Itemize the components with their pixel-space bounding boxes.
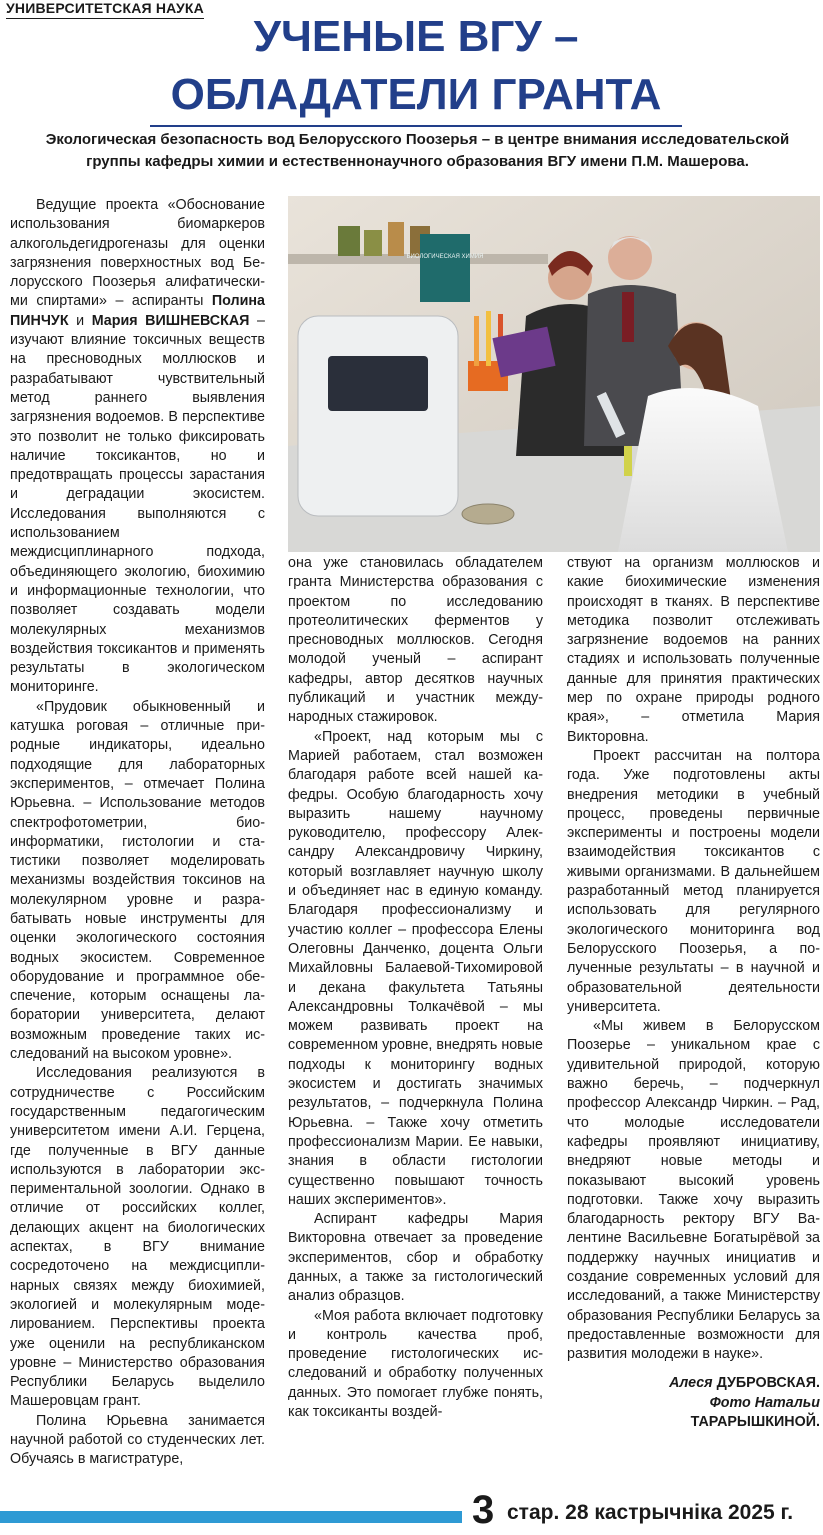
issue-date: [507, 1500, 793, 1526]
tie: [622, 292, 634, 342]
page-label: стар.: [507, 1501, 560, 1524]
paragraph: она уже становилась обладателем гранта Министерства образования с проектом по исследованию протеолитических ферментов у пресноводных моллюсков. Сегодня молодой ученый – аспирант кафедры, автор десятков научных публикаций и участник международных стажировок.: [288, 555, 543, 726]
paragraph: Аспирант кафедры Мария Викторовна отвечает за проведение экспериментов, сбор и обработку данных, а также за гистологический анализ образцов.: [288, 1211, 543, 1305]
paragraph: ствуют на организм моллюсков и какие биохимические изменения происходят в тканях. В перспективе методика позволит отслеживать загрязнение водоемов на ранних стадиях и использовать полученные данные для принятия практических мер по охране природы родного края», – отметила Мария Викторовна.: [567, 555, 820, 745]
author-last-name: ДУБРОВСКАЯ.: [716, 1375, 820, 1392]
section-rubric: УНИВЕРСИТЕТСКАЯ НАУКА: [6, 0, 204, 19]
date-text: 28 кастрычніка 2025 г.: [565, 1501, 794, 1524]
petri-dish: [462, 504, 514, 524]
researcher-name-2: Мария ВИШНЕВСКАЯ: [91, 312, 250, 329]
headline-line-2: ОБЛАДАТЕЛИ ГРАНТА: [170, 70, 662, 119]
instrument-screen: [328, 356, 428, 411]
lead-paragraph: Экологическая безопасность вод Белорусского Поозерья – в центре внимания исследовательской группы кафедры химии и естественнонаучного образования ВГУ имени П.М. Машерова.: [45, 131, 790, 170]
headline-underline: [150, 125, 682, 127]
headline-line-1: УЧЕНЫЕ ВГУ –: [253, 12, 579, 61]
photo-credit: Фото Натальи: [709, 1394, 820, 1411]
jar: [388, 222, 404, 256]
paragraph-text: – изучают влияние токсичных веществ на пресноводных моллюсков и разрабатывают чувствительный метод раннего выявления загрязнения водоемов. В перспективе это позволит не только фиксировать наличие токсикантов, но и предотвращать процессы зарастания и деградации экосистем. Исследования выполняются с использованием междисциплинарного подхода, объединяющего экологию, биохимию и информационные технологии, что позволяет создавать модели молекулярных механизмов воздействия токсикантов и применять результаты в экологическом мониторинге.: [10, 312, 265, 696]
paragraph: «Мы живем в Белорусском Поозерье – уникальном крае с удивительной природой, которую важно беречь, – подчеркнул профессор Александр Чиркин. – Рад, что молодые исследователи кафедры проявляют инициативу, внедряют новые методы и показывают высокий уровень подготовки. Также хочу выразить благодарность ректору ВГУ Валентине Васильевне Богатырёвой за поддержку научных инициатив и создание современных условий для исследований, а также Министерству образования Республики Беларусь за предоставленные возможности для развития молодежи в науке».: [567, 1018, 820, 1363]
byline: [567, 1374, 820, 1432]
headline: [150, 8, 682, 124]
page-number: 3: [472, 1488, 495, 1532]
paragraph: «Проект, над которым мы с Марией работаем, стал возможен благодаря работе всей нашей кафедры. Особую благодарность хочу выразить нашему научному руководителю, профессору Александру Александровичу Чиркину, который возглавляет научную школу и объединяет нас в единую команду. Благодаря профессионализму и участию коллег – профессора Елены Олеговны Данченко, доцента Ольги Михайловны Балаевой-Тихомировой и декана факультета Татьяны Александровны Толкачёвой – мы можем развивать проект на современном уровне, внедрять новые подходы к мониторингу водных экосистем и достигать значимых результатов, – подчеркнула Полина Юрьевна. – Также хочу отметить профессионализм Марии. Ее навыки, знания в области гистологии существенно повышают точность наших экспериментов».: [288, 728, 543, 1208]
book-biochemistry: [420, 234, 470, 302]
test-tube: [624, 446, 632, 476]
book-title: БИОЛОГИЧЕСКАЯ ХИМИЯ: [406, 254, 484, 260]
photographer-name: ТАРАРЫШКИНОЙ.: [690, 1414, 820, 1431]
paragraph: Полина Юрьевна занимается научной работой со студенческих лет. Обучаясь в магистратуре,: [10, 1412, 265, 1468]
author-first-name: Алеся: [669, 1375, 713, 1392]
jar: [364, 230, 382, 256]
article-column-2: [288, 554, 543, 1422]
conjunction: и: [68, 312, 92, 329]
lab-photo: [288, 196, 820, 552]
paragraph: «Моя работа включает подготовку и контроль качества проб, проведение гистологических исследований и обработку полученных данных. Это помогает глубже понять, как токсиканты воздей-: [288, 1307, 543, 1421]
article-column-3: [567, 554, 820, 1432]
pipette: [486, 311, 491, 366]
paragraph-text: Ведущие проекта «Обоснование использования биомаркеров алкогольдегидрогеназы для оценки загрязнения поверхностных вод Белорусского Поозерья алифатическими спиртами» – аспиранты: [10, 197, 265, 310]
paragraph: Проект рассчитан на полтора года. Уже подготовлены акты внедрения методики в учебный процесс, проведены первичные эксперименты и построены модели взаимодействия токсикантов с живыми организмами. В дальнейшем разработанный метод планируется использовать для регулярного экологического мониторинга вод Белорусского Поозерья, а полученные результаты – в научной и образовательной деятельности университета.: [567, 747, 820, 1015]
paragraph: [10, 196, 265, 698]
paragraph: Исследования реализуются в сотрудничестве с Российским государственным педагогическим университетом имени А.И. Герцена, где полученные в ВГУ данные используются в лаборатории экспериментальной зоологии. Однако в отличие от российских коллег, делающих акцент на биологических аспектах, в ВГУ внимание сосредоточено на междисциплинарных связях между биохимией, экологией и молекулярным моделированием. Перспективы проекта уже оценили на республиканском уровне – Министерство образования Республики Беларусь выделило Машеровцам грант.: [10, 1065, 265, 1410]
researcher-name-1: Полина ПИНЧУК: [10, 293, 265, 329]
jar: [338, 226, 360, 256]
lab-instrument: [298, 316, 458, 516]
paragraph: «Прудовик обыкновенный и катушка роговая – отличные природные индикаторы, идеально подходящие для лабораторных экспериментов, – отмечает Полина Юрьевна. – Использование методов спектрофотометрии, биоинформатики, гистологии и статистики позволяет моделировать механизмы воздействия токсинов на молекулярном уровне и разрабатывать новые инструменты для оценки экологического состояния водных экосистем. Современное оборудование и программное обеспечение, которым оснащены лаборатории университета, делают возможным проведение таких исследований на высоком уровне».: [10, 698, 265, 1063]
article-column-1: [10, 196, 265, 1470]
pipette: [474, 316, 479, 366]
footer-bar: [0, 1511, 462, 1523]
